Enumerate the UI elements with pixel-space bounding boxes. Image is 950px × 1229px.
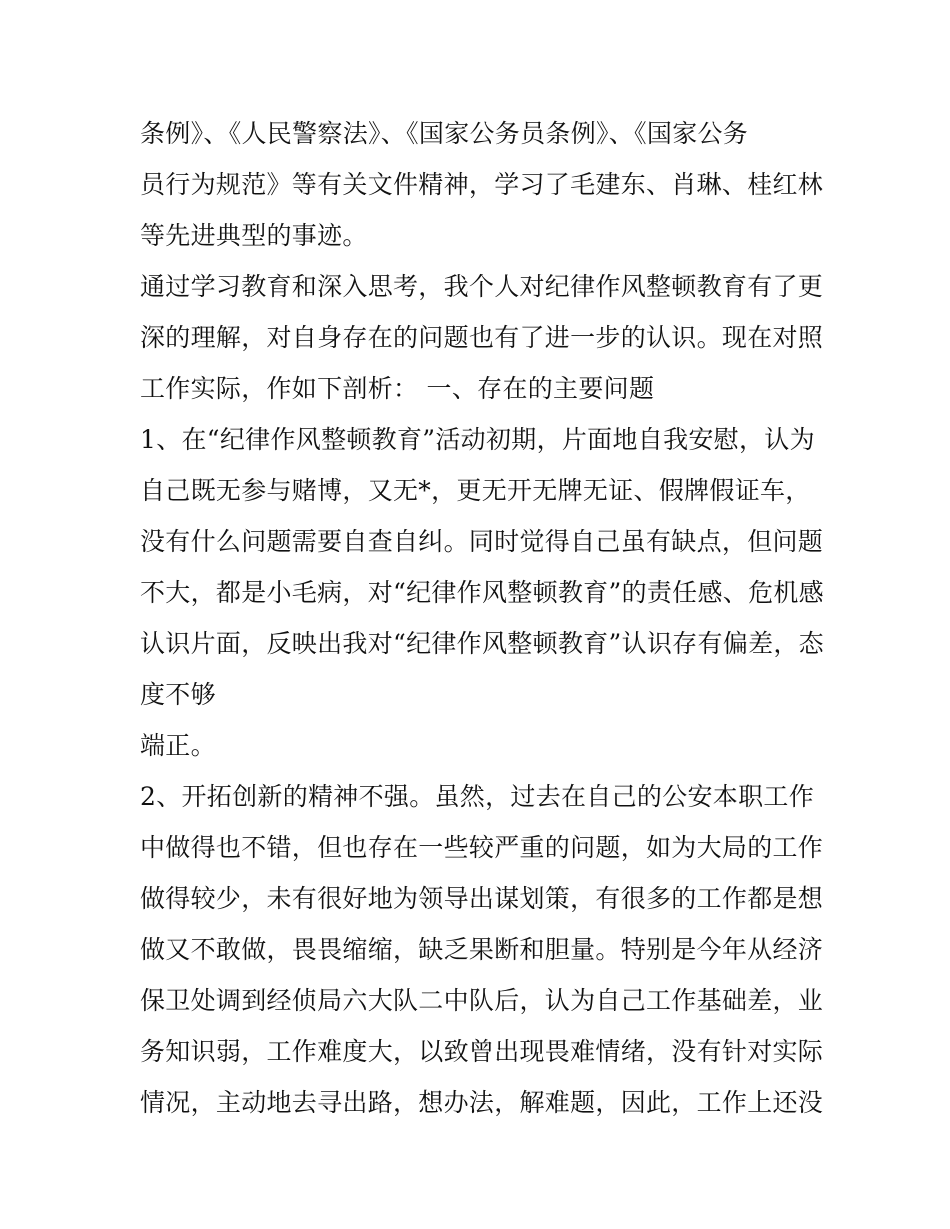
text-line: 工作实际，作如下剖析： 一、存在的主要问题: [140, 374, 655, 403]
text-line: 没有什么问题需要自查自纠。同时觉得自己虽有缺点，但问题: [140, 527, 824, 556]
text-line: 中做得也不错，但也存在一些较严重的问题，如为大局的工作: [140, 833, 824, 862]
text-line: 保卫处调到经侦局六大队二中队后，认为自己工作基础差，业: [140, 986, 824, 1015]
text-line: 务知识弱，工作难度大，以致曾出现畏难情绪，没有针对实际: [140, 1037, 824, 1066]
text-line: 做又不敢做，畏畏缩缩，缺乏果断和胆量。特别是今年从经济: [140, 935, 824, 964]
text-line: 不大，都是小毛病，对“纪律作风整顿教育”的责任感、危机感: [140, 578, 824, 607]
text-line: 2、开拓创新的精神不强。虽然，过去在自己的公安本职工作: [140, 782, 815, 811]
text-line: 员行为规范》等有关文件精神，学习了毛建东、肖琳、桂红林: [140, 170, 824, 199]
text-line: 1、在“纪律作风整顿教育”活动初期，片面地自我安慰，认为: [140, 425, 815, 454]
text-line: 度不够: [140, 680, 216, 709]
text-line: 等先进典型的事迹。: [140, 221, 368, 250]
text-line: 自己既无参与赌博，又无*，更无开无牌无证、假牌假证车，: [140, 476, 811, 505]
text-line: 深的理解，对自身存在的问题也有了进一步的认识。现在对照: [140, 323, 824, 352]
text-line: 条例》、《人民警察法》、《国家公务员条例》、《国家公务: [140, 119, 749, 148]
text-line: 通过学习教育和深入思考，我个人对纪律作风整顿教育有了更: [140, 272, 824, 301]
text-line: 做得较少，未有很好地为领导出谋划策，有很多的工作都是想: [140, 884, 824, 913]
text-line: 端正。: [140, 731, 216, 760]
text-line: 认识片面，反映出我对“纪律作风整顿教育”认识存有偏差，态: [140, 629, 824, 658]
text-line: 情况，主动地去寻出路，想办法，解难题，因此，工作上还没: [140, 1088, 824, 1117]
document-body: [140, 108, 830, 1128]
